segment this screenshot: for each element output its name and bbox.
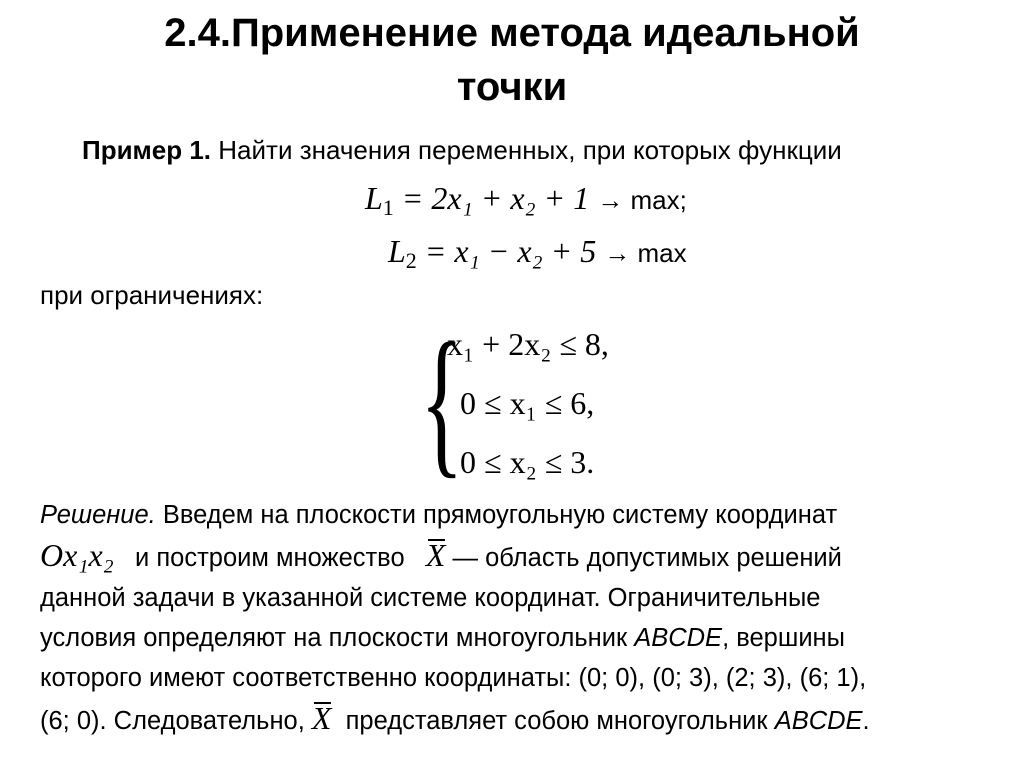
system-brace-icon: {: [420, 309, 464, 492]
solution-paragraph: [40, 495, 1020, 741]
function-2-expression: = x₁ − x₂ + 5: [424, 233, 597, 269]
solution-row-6: [40, 698, 1020, 741]
solution-row-1-text: Введем на плоскости прямоугольную систему координат: [162, 501, 838, 529]
function-1-subscript: 1: [382, 195, 394, 220]
solution-row-5: которого имеют соответственно координаты: (0; 0), (0; 3), (2; 3), (6; 1),: [40, 664, 867, 692]
example-label: Пример 1.: [82, 135, 212, 165]
solution-row-1: [40, 495, 1020, 535]
solution-row-2-post: — область допустимых решений: [452, 544, 842, 572]
feasible-set-symbol: X: [425, 537, 446, 573]
coordinate-system-symbol: Ox₁x₂: [40, 537, 114, 573]
solution-row-4: [40, 618, 1020, 658]
polygon-name-1: ABCDE: [634, 624, 723, 652]
constraint-2: 0 ≤ x₁ ≤ 6,: [460, 385, 595, 421]
function-1-name: L: [365, 180, 383, 216]
solution-row-4-post: , вершины: [722, 624, 845, 652]
feasible-set-symbol-2: X: [311, 700, 332, 736]
solution-row-6-post: представляет собою многоугольник: [345, 707, 768, 735]
function-2-goal: → max: [604, 238, 687, 268]
solution-row-4-pre: условия определяют на плоскости многоугольник: [40, 624, 628, 652]
polygon-name-2: ABCDE: [774, 707, 863, 735]
function-1-expression: = 2x₁ + x₂ + 1: [401, 180, 590, 216]
solution-row-3: данной задачи в указанной системе координат. Ограничительные: [40, 584, 821, 612]
slide-title: [0, 6, 1024, 114]
title-line-1: 2.4.Применение метода идеальной: [164, 11, 860, 55]
function-1-goal: → max;: [597, 185, 687, 215]
solution-row-2: [40, 535, 1020, 578]
function-2-subscript: 2: [405, 248, 417, 273]
constraint-1: x₁ + 2x₂ ≤ 8,: [447, 326, 609, 362]
example-text: Найти значения переменных, при которых функции: [218, 135, 842, 165]
objective-function-1: [365, 180, 687, 221]
objective-function-2: [388, 233, 687, 274]
title-line-2: точки: [456, 65, 568, 109]
solution-row-6-pre: (6; 0). Следовательно,: [40, 707, 305, 735]
solution-row-2-pre: и построим множество: [135, 544, 405, 572]
example-heading: [82, 135, 842, 166]
solution-label: Решение.: [40, 501, 156, 529]
solution-row-6-end: .: [862, 707, 870, 735]
constraint-3: 0 ≤ x₂ ≤ 3.: [460, 444, 595, 480]
constraints-label: при ограничениях:: [40, 280, 264, 310]
function-2-name: L: [388, 233, 406, 269]
